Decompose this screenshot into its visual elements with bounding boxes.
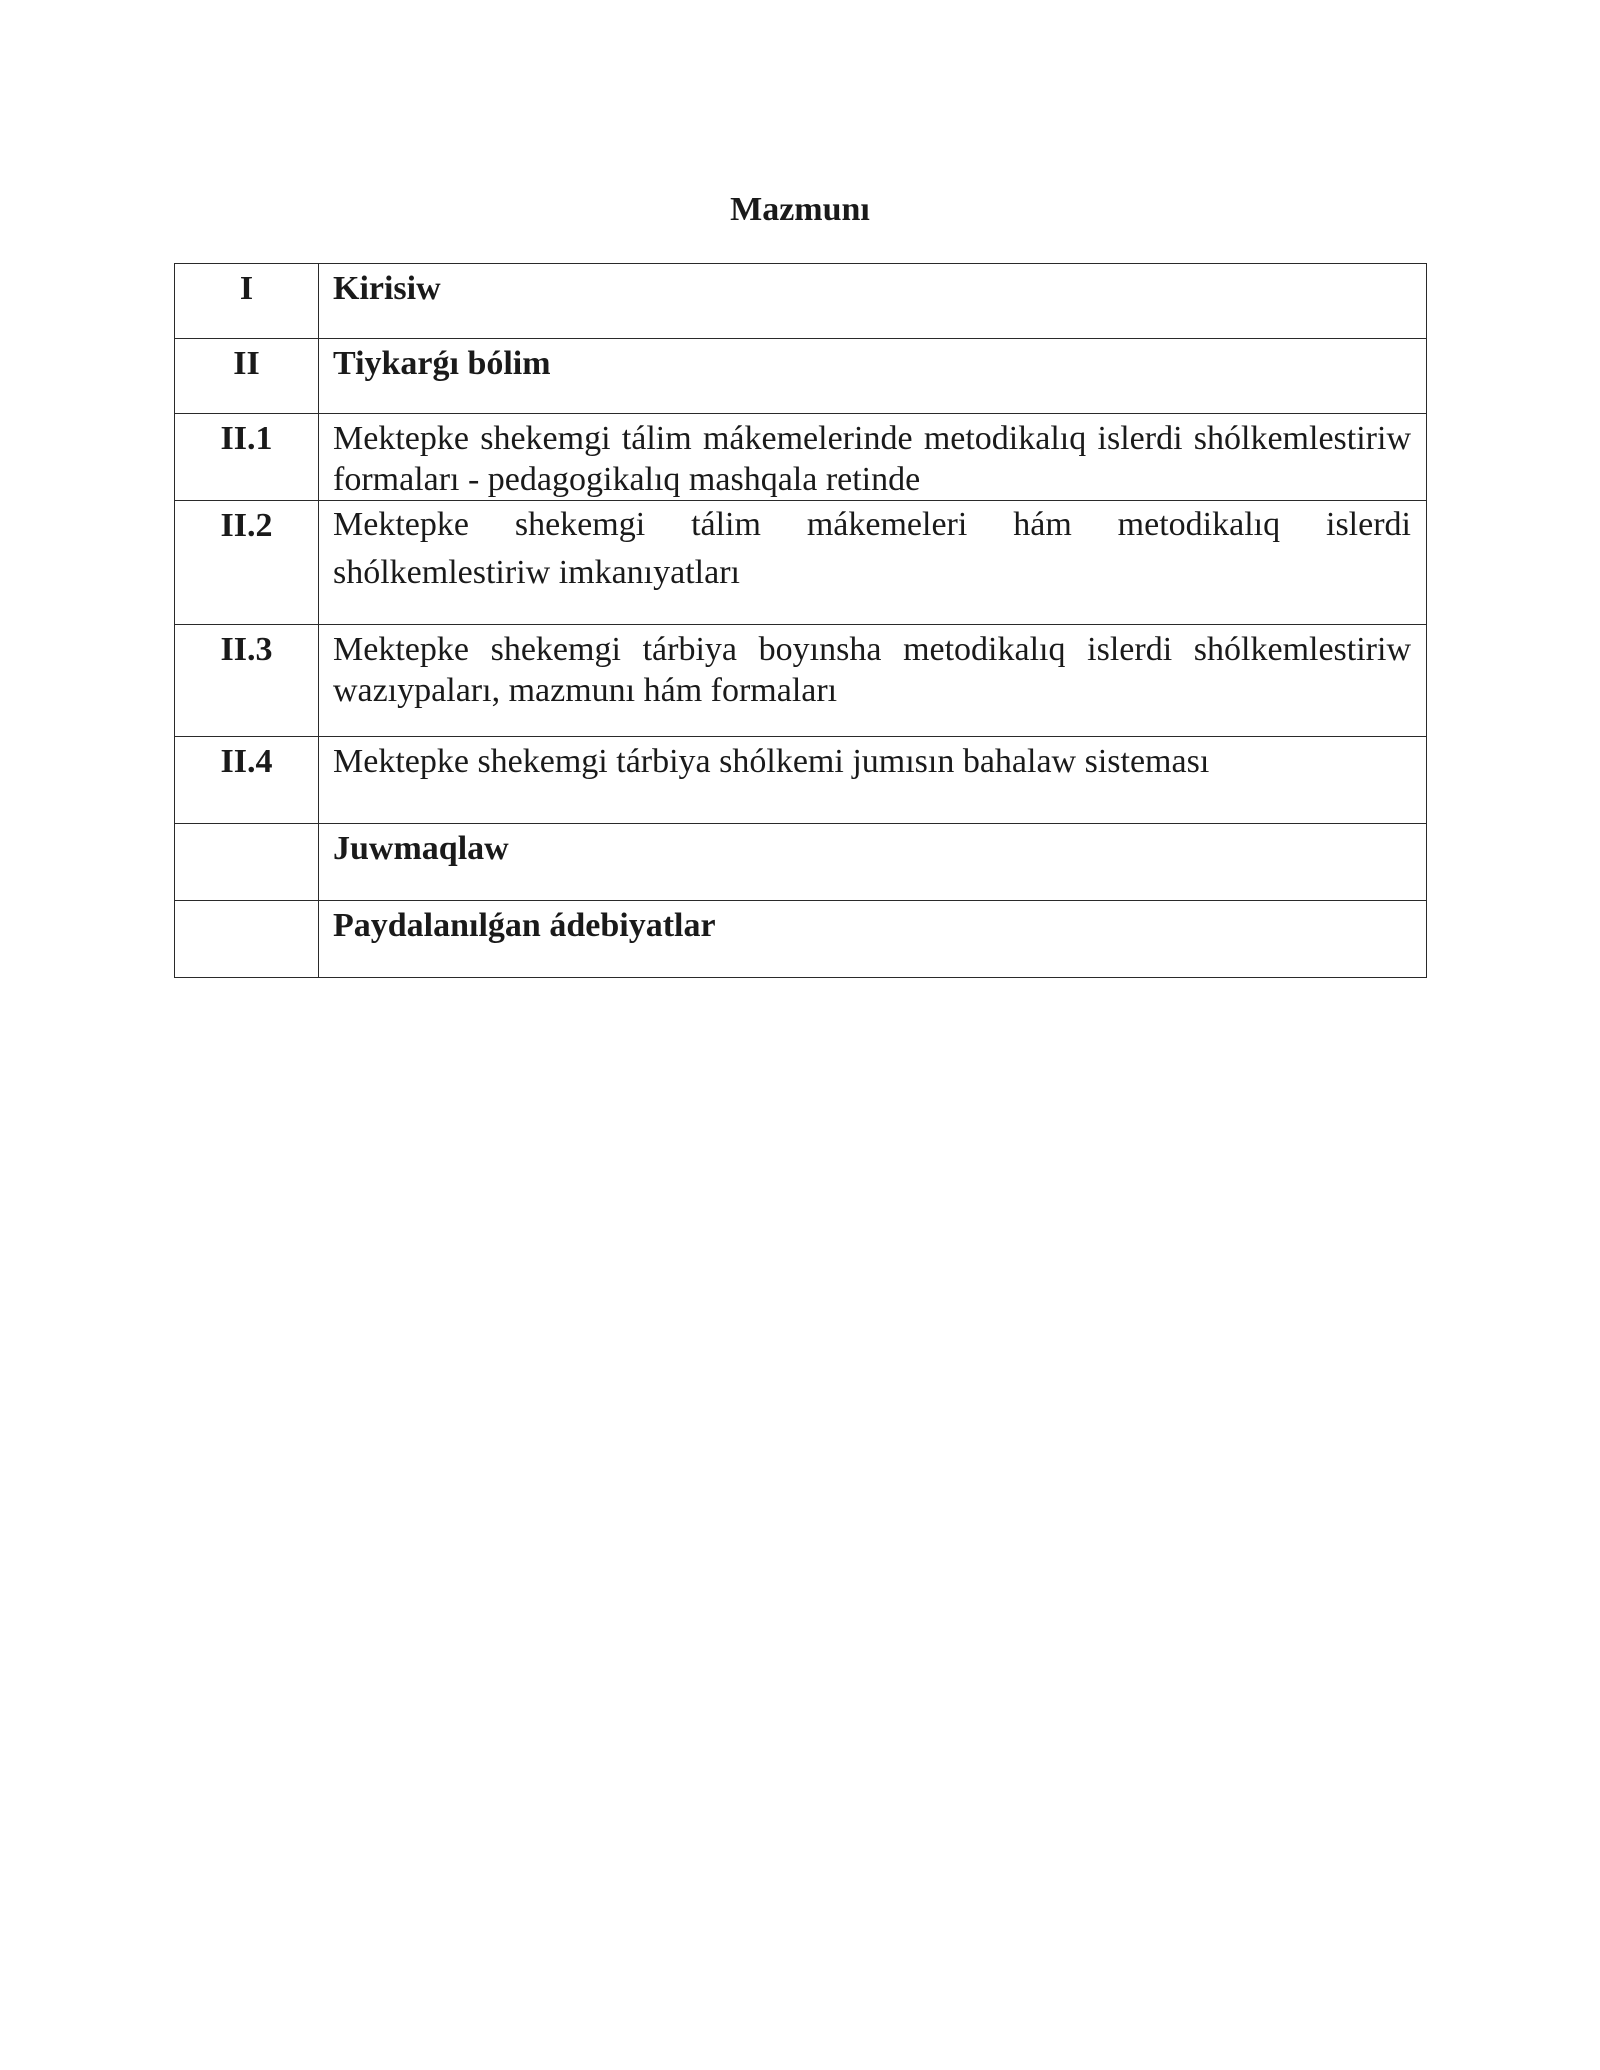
toc-entry: Mektepke shekemgi tálim mákemelerinde metodikalıq islerdi shólkemlestiriw formaları - pedagogikalıq mashqala retinde (319, 414, 1427, 501)
toc-row-references (175, 901, 1427, 978)
toc-number: II (175, 339, 319, 414)
toc-row-section-2-2 (175, 501, 1427, 625)
toc-number: II.1 (175, 414, 319, 501)
toc-number: II.3 (175, 625, 319, 737)
toc-entry: Mektepke shekemgi tárbiya shólkemi jumısın bahalaw sisteması (319, 737, 1427, 824)
toc-row-section-2-3 (175, 625, 1427, 737)
toc-row-introduction (175, 264, 1427, 339)
toc-row-conclusion (175, 824, 1427, 901)
toc-entry: Mektepke shekemgi tárbiya boyınsha metodikalıq islerdi shólkemlestiriw wazıypaları, mazmunı hám formaları (319, 625, 1427, 737)
toc-entry: Mektepke shekemgi tálim mákemeleri hám metodikalıq islerdi shólkemlestiriw imkanıyatları (319, 501, 1427, 625)
table-of-contents (174, 263, 1427, 978)
toc-entry: Paydalanılǵan ádebiyatlar (319, 901, 1427, 978)
toc-number (175, 901, 319, 978)
toc-number: II.4 (175, 737, 319, 824)
toc-entry: Kirisiw (319, 264, 1427, 339)
toc-row-section-2-4 (175, 737, 1427, 824)
toc-entry: Tiykarǵı bólim (319, 339, 1427, 414)
toc-number: II.2 (175, 501, 319, 625)
toc-row-section-2-1 (175, 414, 1427, 501)
toc-number: I (175, 264, 319, 339)
document-title: Mazmunı (730, 191, 870, 228)
toc-row-main-part (175, 339, 1427, 414)
toc-entry: Juwmaqlaw (319, 824, 1427, 901)
toc-number (175, 824, 319, 901)
